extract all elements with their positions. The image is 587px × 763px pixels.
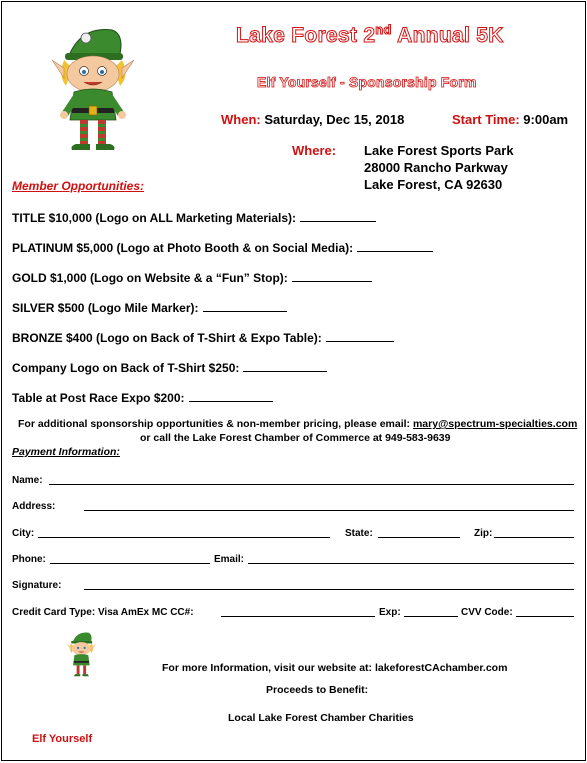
state-label: State:	[345, 528, 373, 539]
option-gold-blank[interactable]	[292, 270, 372, 282]
charity-label: Local Lake Forest Chamber Charities	[228, 712, 414, 724]
option-gold: GOLD $1,000 (Logo on Website & a “Fun” Stop):	[12, 270, 372, 285]
card-type-label: Credit Card Type: Visa AmEx MC CC#:	[12, 607, 194, 618]
signature-field[interactable]	[84, 589, 574, 590]
elf-yourself-footer: Elf Yourself	[32, 733, 93, 745]
option-silver: SILVER $500 (Logo Mile Marker):	[12, 300, 287, 315]
event-start-time: Start Time: 9:00am	[452, 112, 569, 127]
card-number-field[interactable]	[221, 616, 375, 617]
option-silver-blank[interactable]	[203, 300, 287, 312]
address-field[interactable]	[84, 510, 574, 511]
option-title: TITLE $10,000 (Logo on ALL Marketing Materials):	[12, 210, 376, 225]
form-subtitle: Elf Yourself - Sponsorship Form	[257, 74, 477, 90]
option-platinum-blank[interactable]	[357, 240, 433, 252]
where-line-3: Lake Forest, CA 92630	[364, 177, 503, 192]
event-date: When: Saturday, Dec 15, 2018	[221, 112, 405, 127]
name-field[interactable]	[49, 484, 574, 485]
exp-field[interactable]	[404, 616, 458, 617]
address-label: Address:	[12, 501, 56, 512]
page-title: Lake Forest 2nd Annual 5K	[236, 22, 504, 47]
option-company-logo-blank[interactable]	[243, 360, 327, 372]
contact-line-2: or call the Lake Forest Chamber of Commerce at 949-583-9639	[140, 432, 451, 444]
option-company-logo: Company Logo on Back of T-Shirt $250:	[12, 360, 327, 375]
elf-illustration	[50, 20, 134, 152]
payment-heading: Payment Information:	[12, 446, 120, 458]
city-field[interactable]	[38, 537, 330, 538]
cvv-label: CVV Code:	[461, 607, 513, 618]
exp-label: Exp:	[379, 607, 401, 618]
option-expo-table: Table at Post Race Expo $200:	[12, 390, 273, 405]
contact-email-link[interactable]: mary@spectrum-specialties.com	[412, 418, 578, 430]
elf-small-illustration	[64, 629, 98, 677]
cvv-field[interactable]	[516, 616, 574, 617]
member-opportunities-heading: Member Opportunities:	[12, 179, 145, 193]
zip-field[interactable]	[494, 537, 574, 538]
email-field[interactable]	[248, 563, 574, 564]
option-expo-table-blank[interactable]	[189, 390, 273, 402]
phone-field[interactable]	[50, 563, 210, 564]
name-label: Name:	[12, 475, 43, 486]
option-title-blank[interactable]	[300, 210, 376, 222]
proceeds-label: Proceeds to Benefit:	[266, 684, 369, 696]
signature-label: Signature:	[12, 580, 62, 591]
sponsorship-form-page	[1, 1, 586, 761]
where-label: Where:	[292, 143, 337, 158]
website-info: For more Information, visit our website at: lakeforestCAchamber.com	[162, 662, 508, 674]
where-line-2: 28000 Rancho Parkway	[364, 160, 508, 175]
option-bronze: BRONZE $400 (Logo on Back of T-Shirt & Expo Table):	[12, 330, 394, 345]
option-platinum: PLATINUM $5,000 (Logo at Photo Booth & on Social Media):	[12, 240, 433, 255]
state-field[interactable]	[378, 537, 460, 538]
email-label: Email:	[214, 554, 245, 565]
where-line-1: Lake Forest Sports Park	[364, 143, 514, 158]
city-label: City:	[12, 528, 35, 539]
phone-label: Phone:	[12, 554, 46, 565]
zip-label: Zip:	[474, 528, 493, 539]
contact-line-1: For additional sponsorship opportunities & non-member pricing, please email: mary@spectrum-specialties.com	[18, 418, 578, 430]
option-bronze-blank[interactable]	[326, 330, 394, 342]
